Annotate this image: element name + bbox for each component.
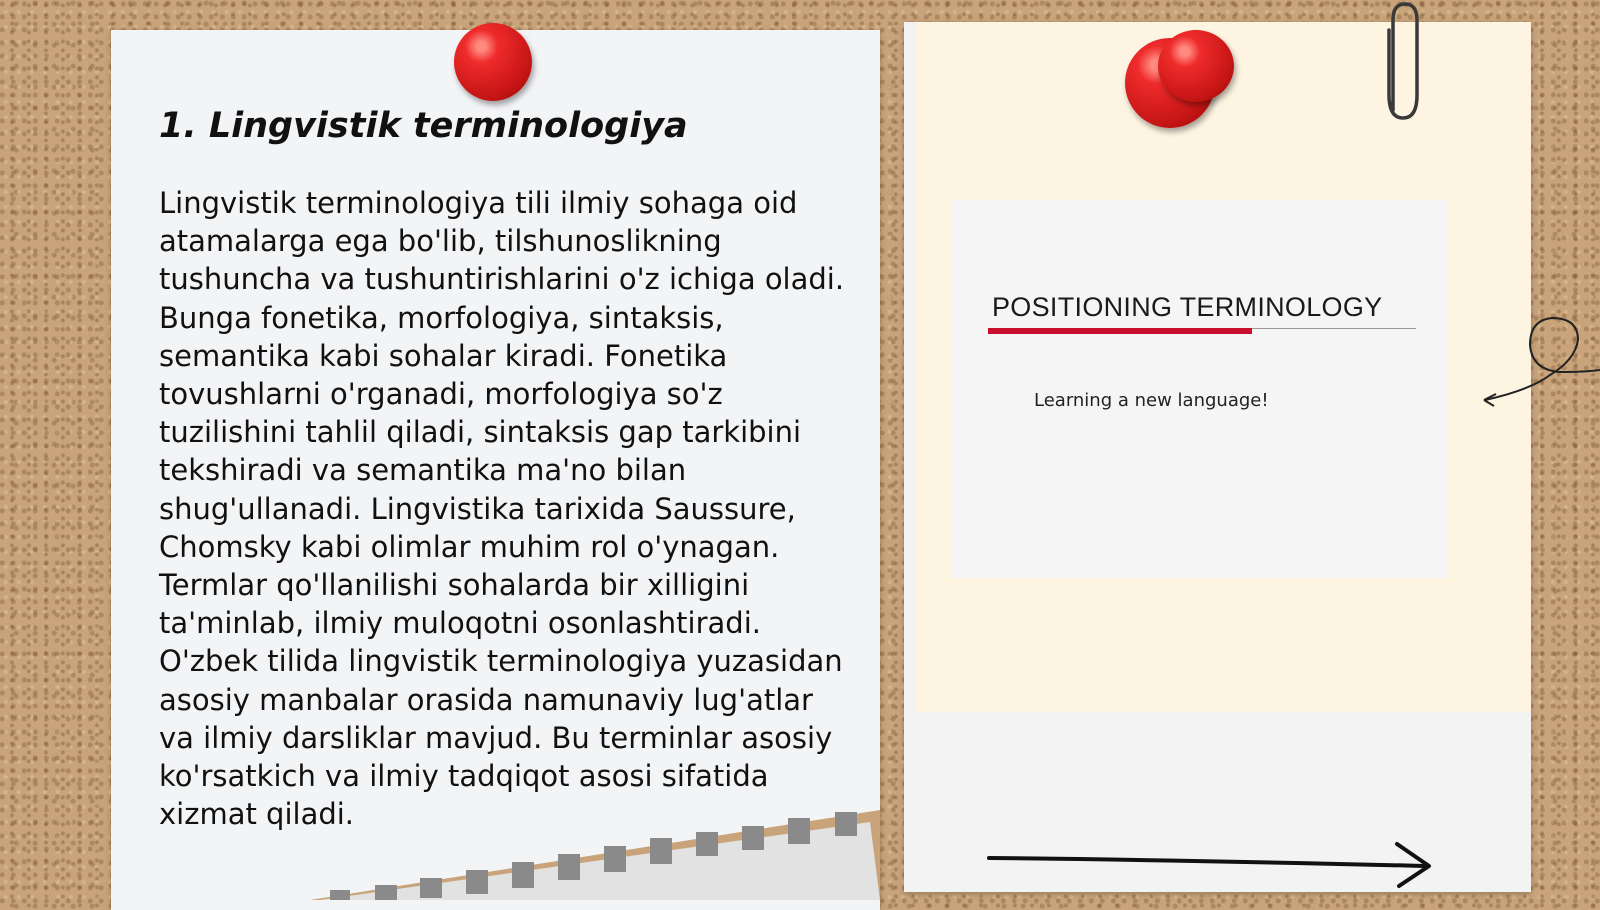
heading-accent-underline <box>988 328 1252 334</box>
card-heading: POSITIONING TERMINOLOGY <box>992 292 1383 322</box>
note-title: 1. Lingvistik terminologiya <box>159 106 688 146</box>
left-note-card <box>111 30 880 910</box>
curly-arrow-icon <box>1480 310 1600 410</box>
push-pin-icon <box>454 23 532 101</box>
note-body-text: Lingvistik terminologiya tili ilmiy sohaga oid atamalarga ega bo'lib, tilshunoslikning tushuncha va tushuntirishlarini o'z ichiga oladi. Bunga fonetika, morfologiya, sintaksis, semantika kabi sohalar kiradi. Fonetika tovushlarni o'rganadi, morfologiya so'z tuzilishini tahlil qiladi, sintaksis gap tarkibini tekshiradi va semantika ma'no bilan shug'ullanadi. Lingvistika tarixida Saussure, Chomsky kabi olimlar muhim rol o'ynagan. Termlar qo'llanilishi sohalarda bir xilligini ta'minlab, ilmiy muloqotni osonlashtiradi. O'zbek tilida lingvistik terminologiya yuzasidan asosiy manbalar orasida namunaviy lug'atlar va ilmiy darsliklar mavjud. Bu terminlar asosiy ko'rsatkich va ilmiy tadqiqot asosi sifatida xizmat qiladi. <box>159 186 845 832</box>
arrow-right-icon <box>985 840 1445 890</box>
push-pin-icon <box>1158 30 1234 102</box>
paperclip-icon <box>1375 0 1425 125</box>
card-subtext: Learning a new language! <box>1034 390 1269 411</box>
torn-edge-decoration <box>300 800 880 900</box>
positioning-card <box>952 200 1448 578</box>
